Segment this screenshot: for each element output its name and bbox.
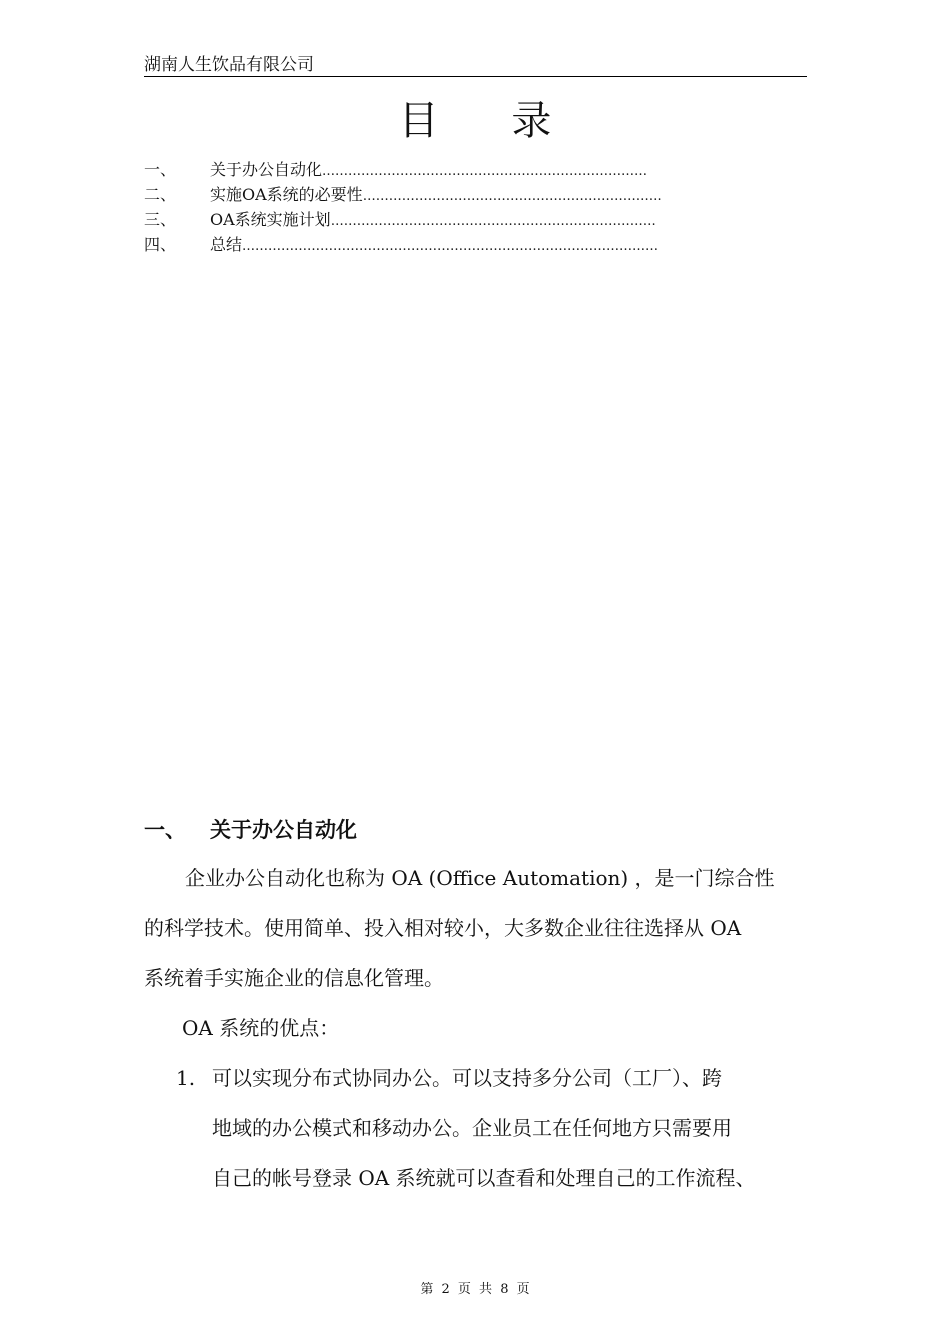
table-of-contents (144, 157, 804, 257)
toc-leader-dots: …………………………………………………………………………………… (242, 239, 659, 254)
toc-entry-number: 四、 (144, 235, 177, 254)
advantages-label: OA 系统的优点： (182, 1016, 340, 1040)
page-header (144, 54, 807, 77)
section-title: 关于办公自动化 (210, 818, 357, 842)
toc-entry-number: 一、 (144, 160, 177, 179)
toc-entry[interactable] (144, 182, 804, 207)
toc-entry[interactable] (144, 232, 804, 257)
toc-entry-number: 三、 (144, 210, 177, 229)
list-item-line: 地域的办公模式和移动办公。企业员工在任何地方只需要用 (212, 1116, 732, 1140)
toc-leader-dots: ………………………………………………………………… (322, 164, 648, 179)
toc-entry-text: 实施OA系统的必要性 (210, 185, 363, 204)
section-number: 一、 (144, 818, 186, 842)
toc-entry-number: 二、 (144, 185, 177, 204)
toc-entry[interactable] (144, 207, 804, 232)
toc-entry[interactable] (144, 157, 804, 182)
intro-paragraph (144, 853, 808, 1003)
paragraph-line: 企业办公自动化也称为 OA (Office Automation) ，是一门综合性 (185, 866, 775, 890)
list-item-line: 自己的帐号登录 OA 系统就可以查看和处理自己的工作流程、 (212, 1166, 756, 1190)
toc-title: 目 录 (398, 98, 582, 144)
page-footer: 第 2 页 共 8 页 (420, 1282, 530, 1297)
list-item (176, 1053, 826, 1203)
toc-entry-text: OA系统实施计划 (210, 210, 331, 229)
section-heading (144, 814, 357, 846)
toc-entry-text: 总结 (210, 235, 243, 254)
list-item-line: 可以实现分布式协同办公。可以支持多分公司（工厂）、跨 (212, 1066, 722, 1090)
toc-leader-dots: ………………………………………………………………… (330, 214, 656, 229)
paragraph-line: 的科学技术。使用简单、投入相对较小，大多数企业往往选择从 OA (144, 916, 742, 940)
toc-entry-text: 关于办公自动化 (210, 160, 323, 179)
toc-leader-dots: …………………………………………………………… (362, 189, 662, 204)
paragraph-line: 系统着手实施企业的信息化管理。 (144, 966, 444, 990)
company-name: 湖南人生饮品有限公司 (144, 55, 314, 75)
list-marker: 1. (176, 1066, 196, 1090)
